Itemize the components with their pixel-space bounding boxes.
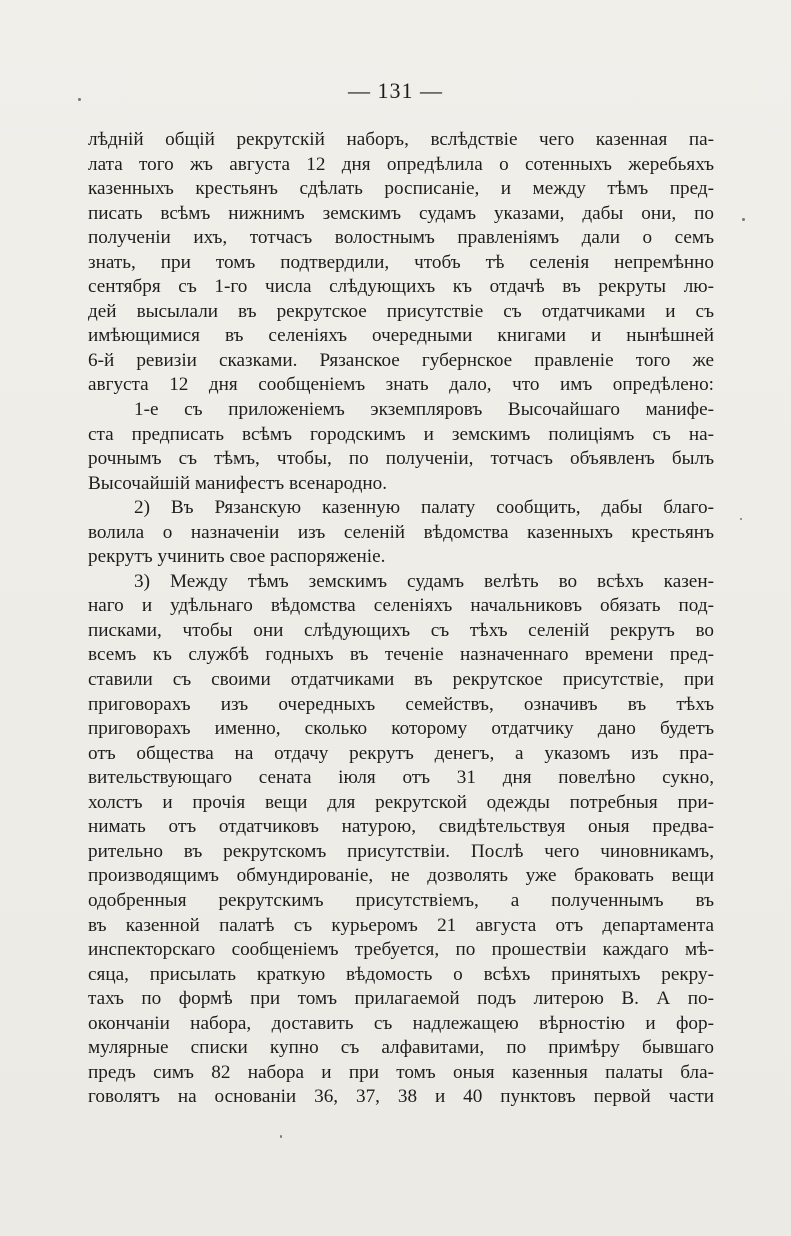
paper-speck (280, 1135, 282, 1138)
text-line: инспекторскаго сообщеніемъ требуется, по прошествіи каждаго мѣ- (88, 939, 714, 961)
text-line: лата того жъ августа 12 дня опредѣлила о сотенныхъ жеребьяхъ (88, 153, 714, 175)
text-line: окончаніи набора, доставить съ надлежащею вѣрностію и фор- (88, 1012, 714, 1034)
text-line: производящимъ обмундированіе, не дозволять уже браковать вещи (88, 865, 714, 887)
text-line: предъ симъ 82 набора и при томъ оныя казенныя палаты бла- (88, 1061, 714, 1083)
text-line: ста предписать всѣмъ городскимъ и земскимъ полиціямъ съ на- (88, 423, 714, 445)
text-line: 6-й ревизіи сказками. Рязанское губернское правленіе того же (88, 349, 714, 371)
text-line: рочнымъ съ тѣмъ, чтобы, по полученіи, тотчасъ объявленъ былъ (88, 448, 714, 470)
text-line: 1-е съ приложеніемъ экземпляровъ Высочайшаго манифе- (134, 399, 714, 421)
text-line: въ казенной палатѣ съ курьеромъ 21 августа отъ департамента (88, 914, 714, 936)
text-line: ставили съ своими отдатчиками въ рекрутское присутствіе, при (88, 669, 714, 691)
text-line: казенныхъ крестьянъ сдѣлать росписаніе, и между тѣмъ пред- (88, 178, 714, 200)
text-line: имѣющимися въ селеніяхъ очередными книгами и нынѣшней (88, 325, 714, 347)
text-line: августа 12 дня сообщеніемъ знать дало, что имъ опредѣлено: (88, 374, 714, 396)
text-line: знать, при томъ подтвердили, чтобъ тѣ селенія непремѣнно (88, 251, 714, 273)
text-line: вительствующаго сената іюля отъ 31 дня повелѣно сукно, (88, 767, 714, 789)
text-line: рительно въ рекрутскомъ присутствіи. Послѣ чего чиновникамъ, (88, 840, 714, 862)
text-line: отъ общества на отдачу рекрутъ денегъ, а указомъ изъ пра- (88, 742, 714, 764)
text-line: приговорахъ именно, сколько которому отдатчику дано будетъ (88, 718, 714, 740)
text-line: рекрутъ учинить свое распоряженіе. (88, 546, 386, 568)
text-line: говолятъ на основаніи 36, 37, 38 и 40 пунктовъ первой части (88, 1086, 714, 1108)
text-line: 2) Въ Рязанскую казенную палату сообщить, дабы благо- (134, 497, 714, 519)
text-line: дей высылали въ рекрутское присутствіе съ отдатчиками и съ (88, 300, 714, 322)
text-line: писать всѣмъ нижнимъ земскимъ судамъ указами, дабы они, по (88, 202, 714, 224)
text-line: приговорахъ изъ очередныхъ семействъ, означивъ въ тѣхъ (88, 693, 714, 715)
text-line: холстъ и прочія вещи для рекрутской одежды потребныя при- (88, 791, 714, 813)
text-line: Высочайшій манифестъ всенародно. (88, 472, 388, 494)
paper-speck (740, 518, 742, 520)
text-line: тахъ по формѣ при томъ прилагаемой подъ литерою В. А по- (88, 988, 714, 1010)
text-line: одобренныя рекрутскимъ присутствіемъ, а полученнымъ въ (88, 889, 714, 911)
text-line: 3) Между тѣмъ земскимъ судамъ велѣть во всѣхъ казен- (134, 570, 714, 592)
text-line: писками, чтобы они слѣдующихъ съ тѣхъ селеній рекрутъ во (88, 619, 714, 641)
text-line: полученіи ихъ, тотчасъ волостнымъ правленіямъ дали о семъ (88, 227, 714, 249)
text-line: волила о назначеніи изъ селеній вѣдомства казенныхъ крестьянъ (88, 521, 714, 543)
body-text (88, 128, 714, 1110)
text-line: всемъ къ службѣ годныхъ въ теченіе назначеннаго времени пред- (88, 644, 714, 666)
text-line: сяца, присылать краткую вѣдомость о всѣхъ принятыхъ рекру- (88, 963, 714, 985)
text-line: мулярные списки купно съ алфавитами, по примѣру бывшаго (88, 1037, 714, 1059)
text-line: наго и удѣльнаго вѣдомства селеніяхъ начальниковъ обязать под- (88, 595, 714, 617)
page-number: — 131 — (348, 78, 443, 103)
paper-speck (78, 98, 81, 101)
paper-speck (742, 218, 745, 221)
text-line: сентября съ 1-го числа слѣдующихъ къ отдачѣ въ рекруты лю- (88, 276, 714, 298)
text-line: нимать отъ отдатчиковъ натурою, свидѣтельствуя оныя предва- (88, 816, 714, 838)
text-line: лѣдній общій рекрутскій наборъ, вслѣдствіе чего казенная па- (88, 129, 714, 150)
